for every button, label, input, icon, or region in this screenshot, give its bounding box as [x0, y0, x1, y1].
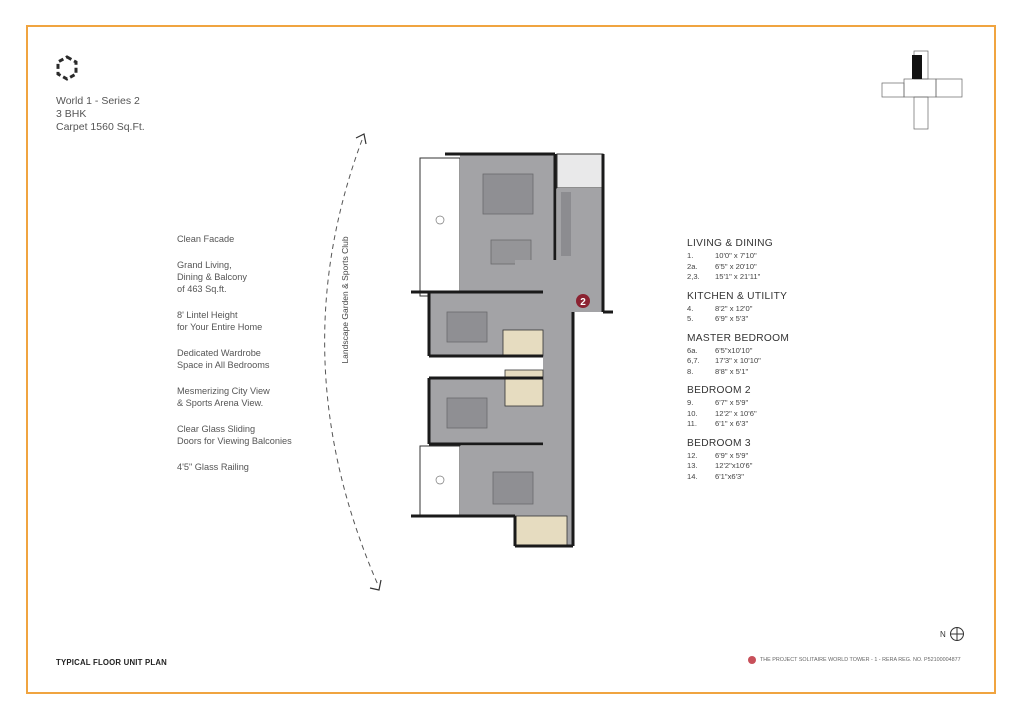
bed-icon: [493, 472, 533, 504]
legend-row: 5. 6'9" x 5'3": [687, 314, 749, 323]
plan-title: TYPICAL FLOOR UNIT PLAN: [56, 658, 168, 667]
arrow-down-icon: [370, 580, 381, 590]
legend-title-bedroom-2: BEDROOM 2: [687, 385, 751, 396]
legend-title-master-bedroom: MASTER BEDROOM: [687, 332, 790, 344]
north-label: N: [940, 629, 946, 639]
bed-icon: [447, 312, 487, 342]
legend-row: 14. 6'1"x6'3": [687, 471, 744, 481]
feature-item: 4'5" Glass Railing: [177, 462, 249, 472]
room-legend: [687, 238, 789, 482]
feature-item: Mesmerizing City View & Sports Arena View.: [177, 386, 270, 408]
legend-row: 13. 12'2"x10'6": [687, 461, 753, 470]
legend-row: 1. 10'0" x 7'10": [687, 251, 757, 260]
legend-row: 2,3. 15'1" x 21'11": [687, 272, 761, 281]
rera-footer: [748, 656, 961, 664]
legend-row: 12. 6'9" x 5'9": [687, 450, 749, 460]
sofa-set: [483, 174, 533, 214]
toilet-bedroom-3: [505, 370, 543, 406]
project-info: [56, 95, 145, 134]
feature-item: 8' Lintel Height for Your Entire Home: [177, 310, 263, 332]
unit-marker-label: 2: [580, 297, 586, 308]
balcony-upper: [420, 158, 460, 296]
unit-highlight: [912, 55, 922, 79]
brand-mark-icon: [748, 656, 756, 664]
legend-row: 8. 8'8" x 5'1": [687, 366, 749, 376]
brand-logo-icon: [54, 55, 80, 81]
feature-item: Clean Facade: [177, 234, 235, 244]
legend-row: 9. 6'7" x 5'9": [687, 398, 749, 407]
legend-title-living-dining: LIVING & DINING: [687, 238, 774, 249]
feature-item: Dedicated Wardrobe Space in All Bedrooms: [177, 348, 270, 370]
kitchen-counter: [561, 192, 571, 256]
legend-title-kitchen-utility: KITCHEN & UTILITY: [687, 290, 788, 302]
balcony-lower: [420, 446, 460, 516]
compass-icon: [949, 626, 965, 642]
legend-row: 4. 8'2" x 12'0": [687, 303, 753, 313]
bed-icon: [447, 398, 487, 428]
feature-item: Clear Glass Sliding Doors for Viewing Balconies: [177, 424, 292, 446]
project-carpet-area: Carpet 1560 Sq.Ft.: [56, 121, 145, 133]
project-series: World 1 - Series 2: [56, 95, 140, 107]
project-configuration: 3 BHK: [56, 108, 87, 120]
utility-room: [557, 154, 603, 188]
legend-row: 2a. 6'5" x 20'10": [687, 261, 757, 271]
toilet-master: [515, 516, 567, 546]
feature-list: [177, 233, 292, 487]
legend-title-bedroom-3: BEDROOM 3: [687, 437, 751, 449]
toilet-bedroom-2: [503, 330, 543, 356]
view-arc: [280, 130, 390, 600]
legend-row: 11. 6'1" x 6'3": [687, 419, 749, 428]
floor-plan: [405, 150, 615, 552]
legend-row: 6a. 6'5"x10'10": [687, 345, 753, 355]
view-label: Landscape Garden & Sports Club: [340, 236, 350, 364]
key-plan: [876, 45, 966, 135]
rera-text: THE PROJECT SOLITAIRE WORLD TOWER - 1 - RERA REG. NO. P52100004877: [760, 657, 961, 663]
feature-item: Grand Living, Dining & Balcony of 463 Sq.ft.: [177, 260, 247, 294]
legend-row: 10. 12'2" x 10'6": [687, 408, 757, 418]
north-indicator: [940, 626, 965, 642]
legend-row: 6,7. 17'3" x 10'10": [687, 356, 761, 365]
